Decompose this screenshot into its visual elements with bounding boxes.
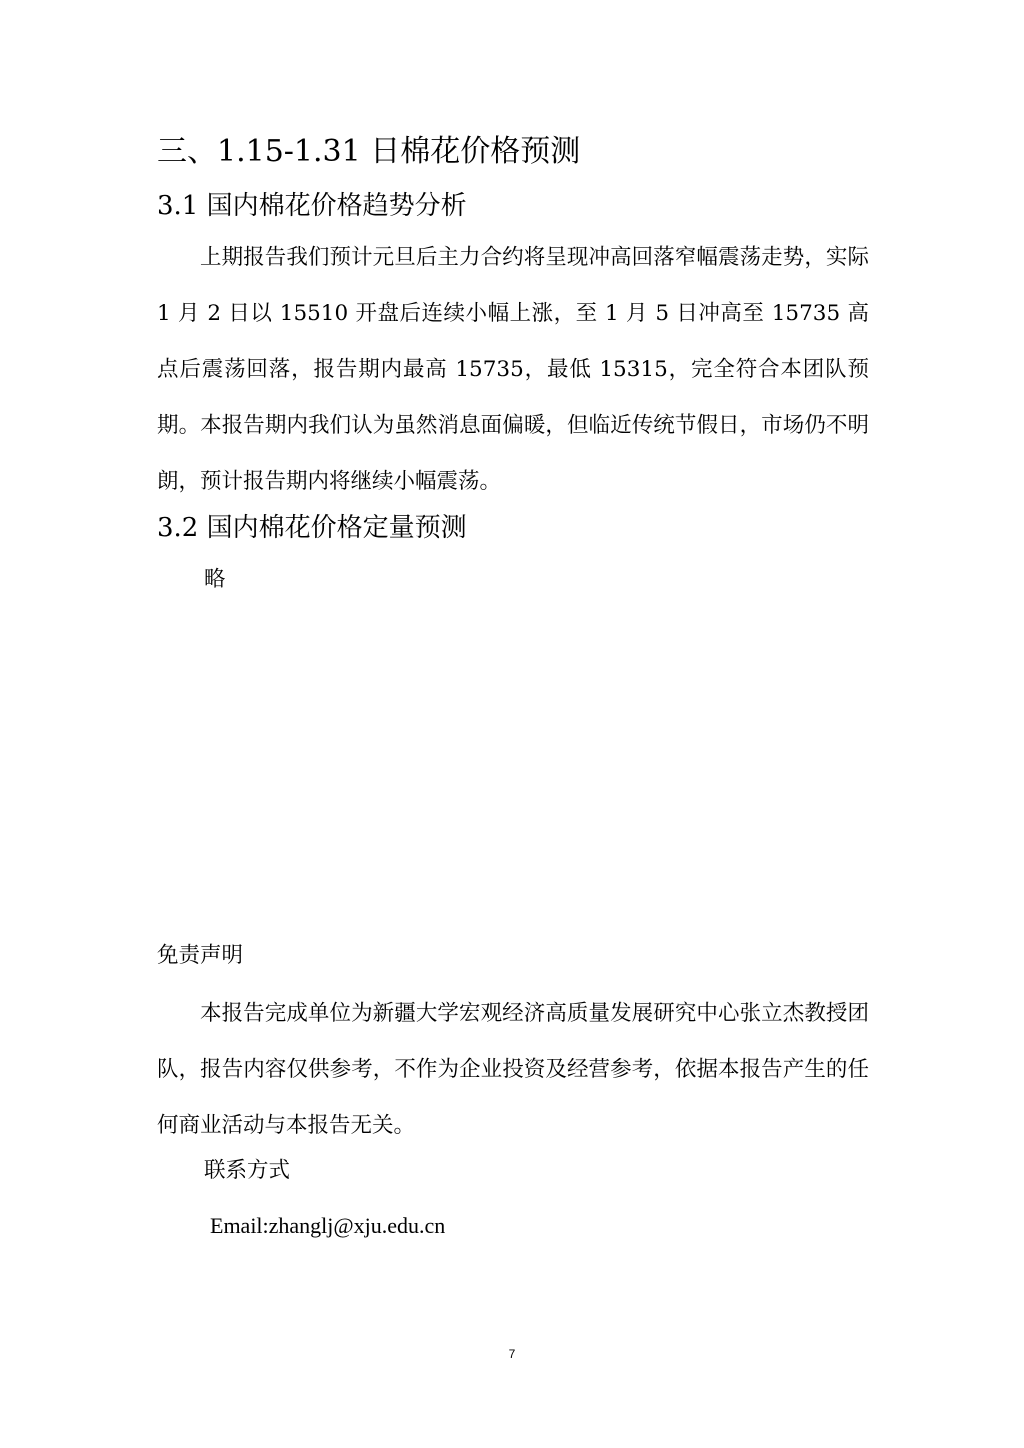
contact-email[interactable]: Email:zhanglj@xju.edu.cn (210, 1213, 446, 1238)
section-title: 三、1.15-1.31 日棉花价格预测 (157, 134, 581, 169)
disclaimer-title: 免责声明 (157, 943, 244, 968)
page-number: 7 (508, 1347, 516, 1361)
subsection-title-trend-analysis: 3.1 国内棉花价格趋势分析 (157, 191, 467, 221)
trend-analysis-paragraph: 上期报告我们预计元旦后主力合约将呈现冲高回落窄幅震荡走势，实际 1 月 2 日以 15510 开盘后连续小幅上涨，至 1 月 5 日冲高至 15735 高点后震荡回落，报告期内最高 15735，最低 15315，完全符合本团队预期。本报告期内我们认为虽然消息面偏暖，但临近传统节假日，市场仍不明朗，预计报告期内将继续小幅震荡。 (157, 245, 869, 494)
subsection-title-quantitative-forecast: 3.2 国内棉花价格定量预测 (157, 513, 467, 543)
disclaimer-paragraph: 本报告完成单位为新疆大学宏观经济高质量发展研究中心张立杰教授团队，报告内容仅供参考，不作为企业投资及经营参考，依据本报告产生的任何商业活动与本报告无关。 (157, 1001, 869, 1138)
quantitative-forecast-omitted: 略 (204, 567, 226, 592)
contact-title: 联系方式 (204, 1158, 291, 1183)
